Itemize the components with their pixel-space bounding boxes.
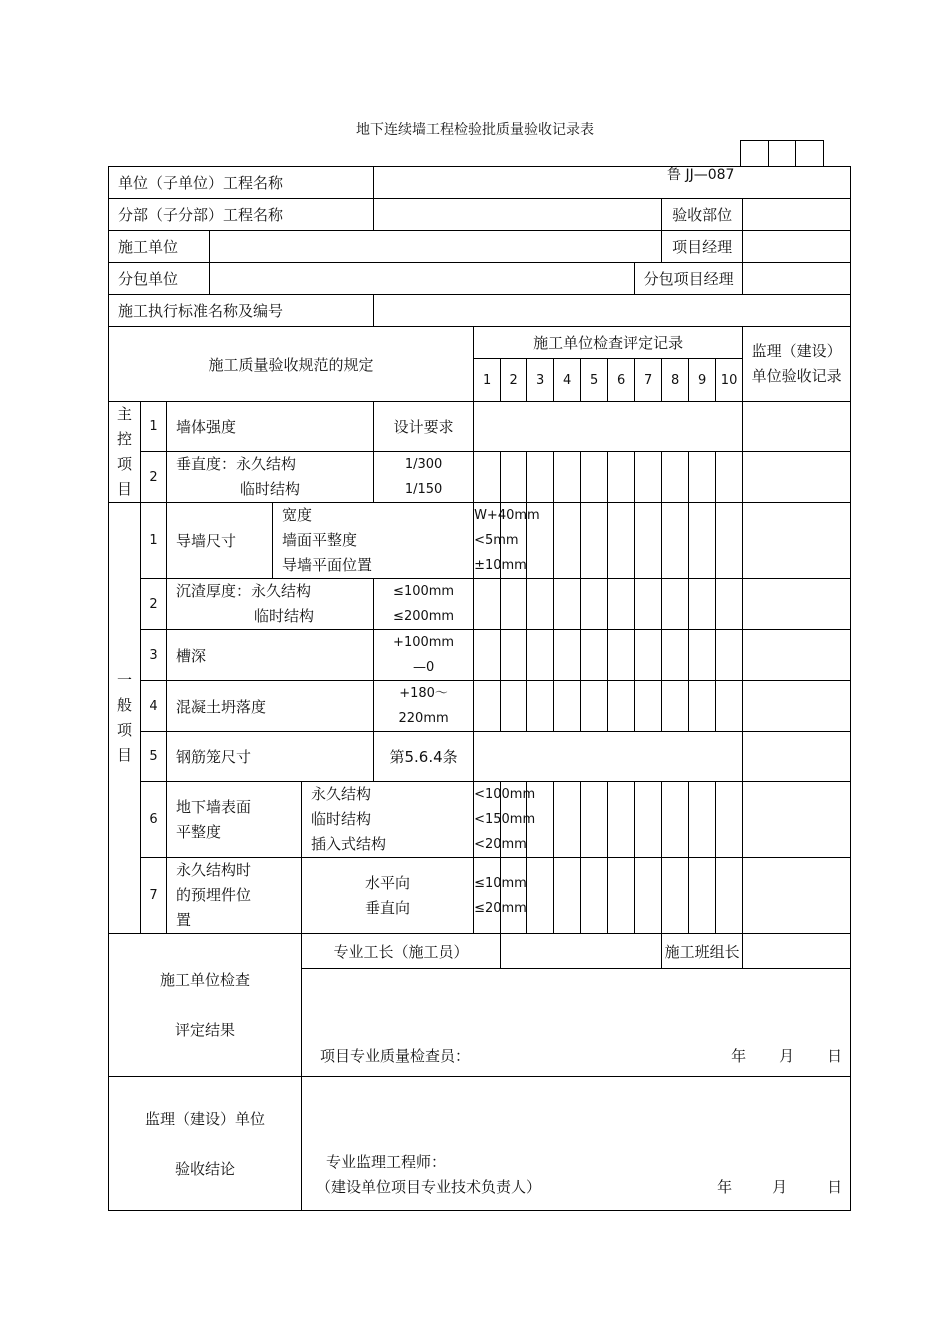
item-requirement: ≤10mm ≤20mm <box>474 858 501 934</box>
acceptance-part-field[interactable] <box>743 199 851 231</box>
col-number: 8 <box>662 359 689 402</box>
record-cell[interactable] <box>554 630 581 681</box>
record-cell[interactable] <box>474 452 501 503</box>
item-name: 永久结构时 的预埋件位 置 <box>167 858 302 934</box>
record-cell[interactable] <box>527 579 554 630</box>
col-number: 6 <box>608 359 635 402</box>
record-cell[interactable] <box>554 503 581 579</box>
unit-project-name-label: 单位（子单位）工程名称 <box>109 167 374 199</box>
code-box[interactable] <box>795 140 824 167</box>
general-label: 一 般 项 目 <box>109 503 141 934</box>
standard-name-field[interactable] <box>374 295 851 327</box>
item-requirement: 1/300 1/150 <box>374 452 474 503</box>
supervision-conclusion-label: 监理（建设）单位 验收结论 <box>109 1077 302 1211</box>
record-cell[interactable] <box>689 579 716 630</box>
record-cell[interactable] <box>608 782 635 858</box>
record-cell[interactable] <box>581 681 608 732</box>
record-cell[interactable] <box>527 681 554 732</box>
subcontract-unit-field[interactable] <box>210 263 635 295</box>
code-box[interactable] <box>740 140 768 167</box>
record-cell[interactable] <box>581 782 608 858</box>
record-cell[interactable] <box>608 681 635 732</box>
supervision-cell[interactable] <box>743 630 851 681</box>
record-cell[interactable] <box>608 630 635 681</box>
item-name: 导墙尺寸 <box>167 503 273 579</box>
record-cell[interactable] <box>743 503 851 579</box>
record-cell[interactable] <box>689 452 716 503</box>
record-cell[interactable] <box>501 579 527 630</box>
record-cell[interactable] <box>581 452 608 503</box>
month-label: 月 <box>772 1178 788 1196</box>
item-number: 7 <box>141 858 167 934</box>
record-cell[interactable] <box>716 452 743 503</box>
record-cell[interactable] <box>743 858 851 934</box>
record-cell[interactable] <box>689 858 716 934</box>
day-label: 日 <box>827 1178 843 1196</box>
record-cell-merged[interactable] <box>474 402 743 452</box>
record-cell[interactable] <box>554 681 581 732</box>
record-cell[interactable] <box>662 858 689 934</box>
inspect-result-area[interactable] <box>302 969 851 1077</box>
record-cell[interactable] <box>662 503 689 579</box>
record-cell[interactable] <box>581 503 608 579</box>
code-box[interactable] <box>768 140 796 167</box>
supervision-record-header: 监理（建设）单位验收记录 <box>743 327 851 402</box>
record-cell[interactable] <box>662 782 689 858</box>
record-cell[interactable] <box>635 503 662 579</box>
item-number: 1 <box>141 503 167 579</box>
record-cell[interactable] <box>608 858 635 934</box>
form-code: 鲁 JJ—087 <box>667 167 735 183</box>
unit-project-name-field[interactable] <box>374 167 851 199</box>
record-cell[interactable] <box>689 782 716 858</box>
record-cell[interactable] <box>743 782 851 858</box>
record-cell[interactable] <box>662 579 689 630</box>
record-cell-merged[interactable] <box>474 732 743 782</box>
record-cell[interactable] <box>635 452 662 503</box>
record-cell[interactable] <box>581 579 608 630</box>
record-cell[interactable] <box>716 503 743 579</box>
record-cell[interactable] <box>554 858 581 934</box>
record-cell[interactable] <box>474 681 501 732</box>
record-cell[interactable] <box>608 503 635 579</box>
year-label: 年 <box>731 1047 747 1065</box>
inspect-result-label: 施工单位检查 评定结果 <box>109 934 302 1077</box>
quality-inspector-label: 项目专业质量检查员： <box>320 1047 471 1065</box>
item-number: 5 <box>141 732 167 782</box>
record-cell[interactable] <box>635 858 662 934</box>
item-number: 2 <box>141 579 167 630</box>
supervision-cell[interactable] <box>743 681 851 732</box>
code-boxes <box>740 140 824 167</box>
subcontract-manager-field[interactable] <box>743 263 851 295</box>
record-cell[interactable] <box>501 452 527 503</box>
supervision-cell[interactable] <box>743 402 851 452</box>
col-number: 2 <box>501 359 527 402</box>
sub-project-name-label: 分部（子分部）工程名称 <box>109 199 374 231</box>
record-cell[interactable] <box>689 503 716 579</box>
col-number: 7 <box>635 359 662 402</box>
record-cell[interactable] <box>716 782 743 858</box>
col-number: 10 <box>716 359 743 402</box>
foreman-label: 专业工长（施工员） <box>302 934 501 969</box>
record-cell[interactable] <box>581 858 608 934</box>
supervision-conclusion-area[interactable] <box>302 1077 851 1211</box>
construction-unit-field[interactable] <box>210 231 662 263</box>
inspection-table <box>108 166 851 1211</box>
item-subs: 水平向 垂直向 <box>302 858 474 934</box>
item-name: 地下墙表面 平整度 <box>167 782 302 858</box>
main-control-label: 主 控 项 目 <box>109 402 141 503</box>
record-cell[interactable] <box>554 452 581 503</box>
record-cell[interactable] <box>501 681 527 732</box>
team-leader-field[interactable] <box>743 934 851 969</box>
item-name: 垂直度：永久结构 临时结构 <box>167 452 374 503</box>
sub-project-name-field[interactable] <box>374 199 662 231</box>
col-number: 4 <box>554 359 581 402</box>
year-label: 年 <box>717 1178 733 1196</box>
record-cell[interactable] <box>716 630 743 681</box>
col-number: 3 <box>527 359 554 402</box>
record-cell[interactable] <box>554 782 581 858</box>
item-name: 沉渣厚度：永久结构 临时结构 <box>167 579 374 630</box>
subcontract-unit-label: 分包单位 <box>109 263 210 295</box>
record-cell[interactable] <box>527 630 554 681</box>
record-cell[interactable] <box>581 630 608 681</box>
record-cell[interactable] <box>716 579 743 630</box>
page-title: 地下连续墙工程检验批质量验收记录表 <box>356 122 594 138</box>
record-cell[interactable] <box>689 681 716 732</box>
subcontract-manager-label: 分包项目经理 <box>635 263 743 295</box>
col-number: 9 <box>689 359 716 402</box>
item-requirement: +180～ 220mm <box>374 681 474 732</box>
owner-tech-label: （建设单位项目专业技术负责人） <box>316 1178 542 1196</box>
col-number: 5 <box>581 359 608 402</box>
record-cell[interactable] <box>501 630 527 681</box>
item-name: 混凝土坍落度 <box>167 681 374 732</box>
construction-unit-label: 施工单位 <box>109 231 210 263</box>
supervision-engineer-label: 专业监理工程师： <box>326 1153 447 1171</box>
record-cell[interactable] <box>474 630 501 681</box>
record-cell[interactable] <box>635 630 662 681</box>
record-cell[interactable] <box>662 452 689 503</box>
record-cell[interactable] <box>474 579 501 630</box>
record-cell[interactable] <box>501 858 527 934</box>
team-leader-label: 施工班组长 <box>662 934 743 969</box>
item-subs: 宽度 墙面平整度 导墙平面位置 <box>273 503 474 579</box>
foreman-field[interactable] <box>501 934 662 969</box>
supervision-cell[interactable] <box>743 579 851 630</box>
supervision-cell[interactable] <box>743 732 851 782</box>
record-cell[interactable] <box>635 782 662 858</box>
item-number: 1 <box>141 402 167 452</box>
standard-name-label: 施工执行标准名称及编号 <box>109 295 374 327</box>
item-number: 4 <box>141 681 167 732</box>
record-cell[interactable] <box>662 681 689 732</box>
supervision-cell[interactable] <box>743 452 851 503</box>
item-requirement: 第5.6.4条 <box>374 732 474 782</box>
record-cell[interactable] <box>716 681 743 732</box>
record-cell[interactable] <box>689 630 716 681</box>
col-number: 1 <box>474 359 501 402</box>
month-label: 月 <box>779 1047 795 1065</box>
item-subs: 永久结构 临时结构 插入式结构 <box>302 782 474 858</box>
item-requirement: <100mm <150mm <20mm <box>474 782 501 858</box>
record-cell[interactable] <box>554 579 581 630</box>
record-cell[interactable] <box>527 452 554 503</box>
project-manager-field[interactable] <box>743 231 851 263</box>
day-label: 日 <box>827 1047 843 1065</box>
item-requirement: +100mm —0 <box>374 630 474 681</box>
item-requirement: W+40mm <5mm ±10mm <box>474 503 501 579</box>
item-number: 2 <box>141 452 167 503</box>
record-cell[interactable] <box>608 452 635 503</box>
item-number: 6 <box>141 782 167 858</box>
item-name: 钢筋笼尺寸 <box>167 732 374 782</box>
item-number: 3 <box>141 630 167 681</box>
item-requirement: 设计要求 <box>374 402 474 452</box>
inspection-record-header: 施工单位检查评定记录 <box>474 327 743 359</box>
record-cell[interactable] <box>662 630 689 681</box>
record-cell[interactable] <box>608 579 635 630</box>
item-requirement: ≤100mm ≤200mm <box>374 579 474 630</box>
record-cell[interactable] <box>635 579 662 630</box>
project-manager-label: 项目经理 <box>662 231 743 263</box>
record-cell[interactable] <box>635 681 662 732</box>
acceptance-part-label: 验收部位 <box>662 199 743 231</box>
spec-header: 施工质量验收规范的规定 <box>109 327 474 402</box>
record-cell[interactable] <box>716 858 743 934</box>
item-name: 墙体强度 <box>167 402 374 452</box>
record-cell[interactable] <box>527 858 554 934</box>
item-name: 槽深 <box>167 630 374 681</box>
